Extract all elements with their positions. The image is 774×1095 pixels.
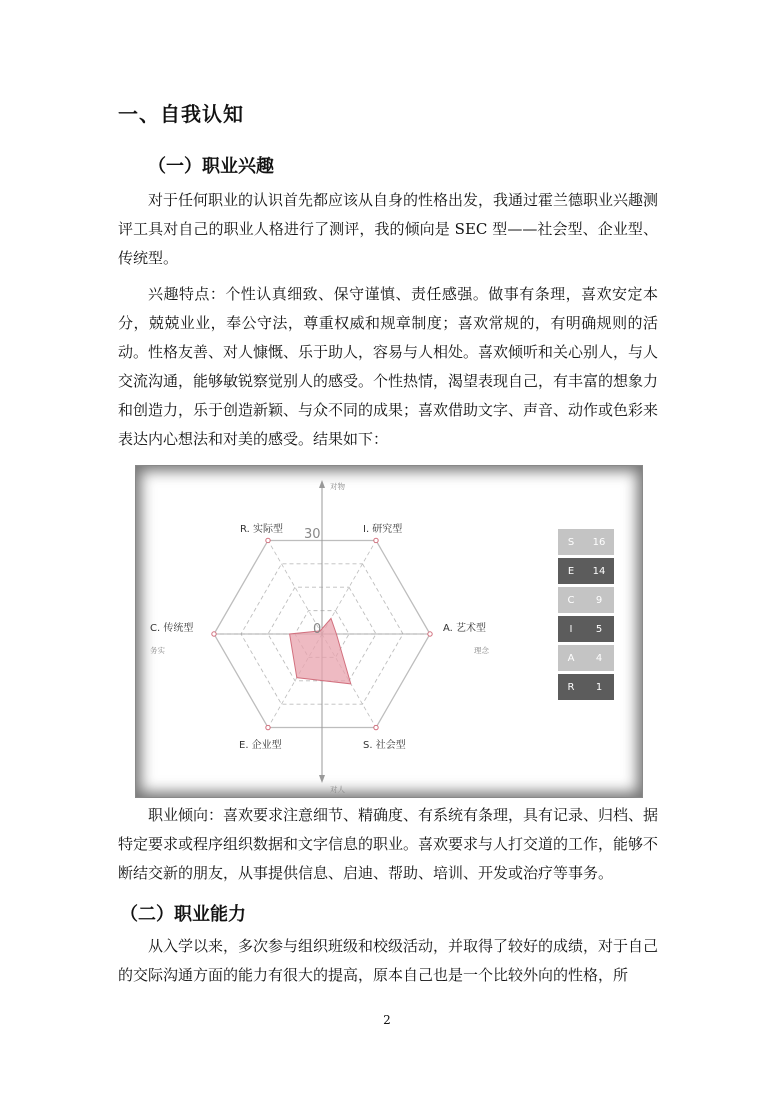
legend-value: 14 <box>592 565 606 577</box>
paragraph-interest-traits: 兴趣特点：个性认真细致、保守谨慎、责任感强。做事有条理，喜欢安定本分，兢兢业业，奉公守法，尊重权威和规章制度；喜欢常规的，有明确规则的活动。性格友善、对人慷慨、乐于助人，容易与人相处。喜欢倾听和关心别人，与人交流沟通，能够敏锐察觉别人的感受。个性热情，渴望表现自己，有丰富的想象力和创造力，乐于创造新颖、与众不同的成果；喜欢借助文字、声音、动作或色彩来表达内心想法和对美的感受。结果如下： <box>118 285 659 448</box>
radar-axis-label: A. 艺术型 <box>443 623 487 634</box>
axis-label-right: 理念 <box>474 646 489 655</box>
radar-axis-label: I. 研究型 <box>363 524 403 535</box>
vertical-axis-arrow-up <box>319 480 325 488</box>
radar-vertex-dot <box>212 632 216 636</box>
legend-row-s <box>558 529 614 555</box>
legend-value: 9 <box>595 594 603 606</box>
paragraph-career-tendency: 职业倾向：喜欢要求注意细节、精确度、有系统有条理，具有记录、归档、据特定要求或程序组织数据和文字信息的职业。喜欢要求与人打交道的工作，能够不断结交新的朋友，从事提供信息、启迪、帮助、培训、开发或治疗等事务。 <box>118 806 659 882</box>
radar-axis-label: R. 实际型 <box>240 524 283 535</box>
paragraph-career-ability: 从入学以来，多次参与组织班级和校级活动，并取得了较好的成绩，对于自己的交际沟通方面的能力有很大的提高，原本自己也是一个比较外向的性格，所 <box>118 937 659 984</box>
radar-axis-label: C. 传统型 <box>150 623 194 634</box>
radar-vertex-dot <box>428 632 432 636</box>
legend-row-a <box>558 645 614 671</box>
legend-value: 1 <box>595 681 603 693</box>
legend-key: I <box>569 623 573 635</box>
legend-key: A <box>567 652 575 664</box>
radar-vertex-dot <box>374 538 378 542</box>
legend-row-c <box>558 587 614 613</box>
vertical-axis-arrow-down <box>319 775 325 783</box>
legend-value: 4 <box>595 652 603 664</box>
legend-row-r <box>558 674 614 700</box>
legend-value: 5 <box>595 623 603 635</box>
axis-label-left: 务实 <box>150 646 165 655</box>
scale-label-max: 30 <box>304 527 321 542</box>
radar-vertex-dot <box>374 725 378 729</box>
legend-key: S <box>567 536 575 548</box>
legend-row-i <box>558 616 614 642</box>
radar-vertex-dot <box>266 725 270 729</box>
legend-key: E <box>567 565 575 577</box>
legend-row-e <box>558 558 614 584</box>
legend-key: R <box>567 681 575 693</box>
paragraph-intro: 对于任何职业的认识首先都应该从自身的性格出发，我通过霍兰德职业兴趣测评工具对自己的职业人格进行了测评，我的倾向是 SEC 型——社会型、企业型、传统型。 <box>118 191 659 267</box>
legend-value: 16 <box>592 536 606 548</box>
axis-label-bottom: 对人 <box>330 785 345 794</box>
radar-vertex-dot <box>266 538 270 542</box>
score-legend <box>558 529 614 703</box>
heading-self-awareness: 一、自我认知 <box>118 102 244 126</box>
holland-radar-figure <box>135 465 643 798</box>
legend-key: C <box>567 594 575 606</box>
scale-label-zero: 0 <box>313 622 322 637</box>
axis-label-top: 对物 <box>330 482 345 491</box>
section-career-interest-title: （一）职业兴趣 <box>148 156 274 177</box>
section-career-ability-title: （二）职业能力 <box>120 904 246 925</box>
radar-axis-label: S. 社会型 <box>363 740 406 751</box>
page-number: 2 <box>383 1013 391 1027</box>
radar-axis-label: E. 企业型 <box>239 740 282 751</box>
